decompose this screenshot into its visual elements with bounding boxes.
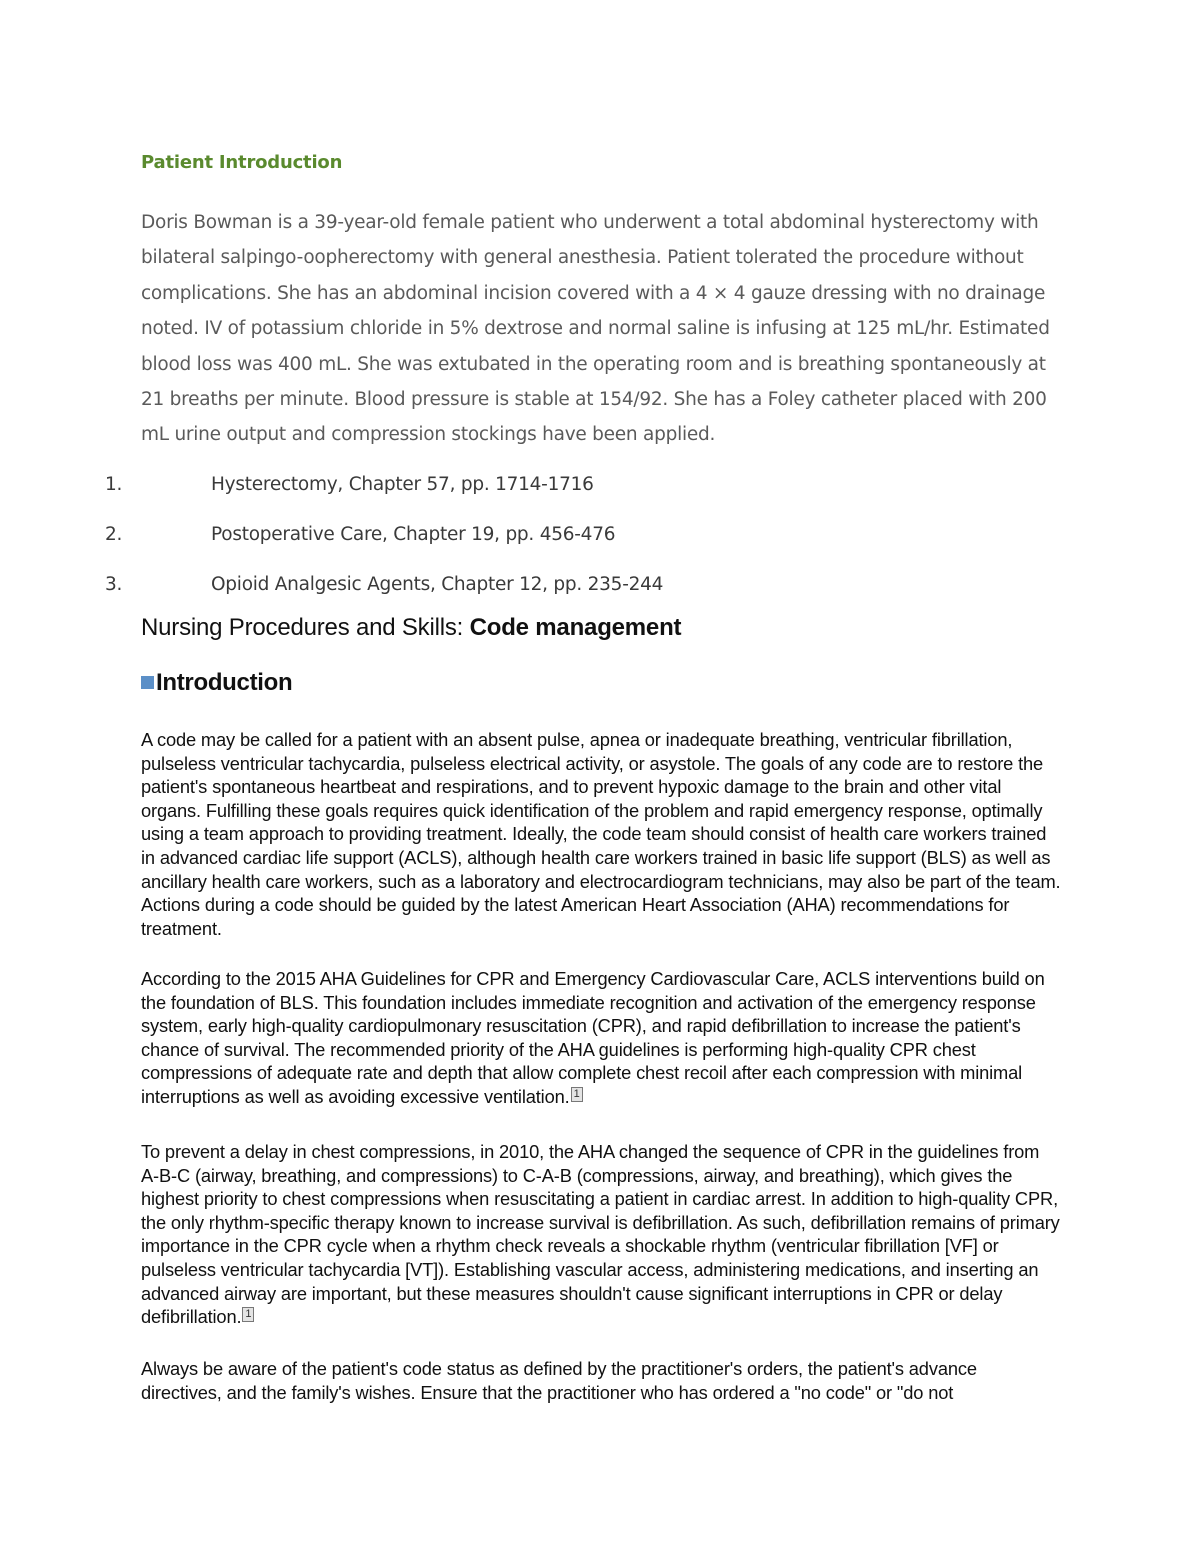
reference-number: 3. <box>105 574 123 595</box>
body-paragraph-text: Always be aware of the patient's code status as defined by the practitioner's orders, the patient's advance directives, and the family's wishes. Ensure that the practitioner who has ordered a "no code" or "do not <box>141 1358 977 1403</box>
footnote-link[interactable]: 1 <box>242 1307 254 1322</box>
reference-item <box>0 470 1200 520</box>
reference-item <box>0 570 1200 620</box>
procedures-title-topic: Code management <box>469 614 682 641</box>
introduction-heading-text: Introduction <box>156 669 293 696</box>
square-bullet-icon <box>141 676 154 689</box>
reference-text: Hysterectomy, Chapter 57, pp. 1714-1716 <box>211 474 594 495</box>
patient-introduction-heading: Patient Introduction <box>141 152 343 173</box>
body-paragraph-1 <box>141 728 1061 940</box>
reference-number: 1. <box>105 474 123 495</box>
reference-list <box>0 470 1200 620</box>
body-paragraph-text: To prevent a delay in chest compressions, in 2010, the AHA changed the sequence of CPR in the guidelines from A-B-C (airway, breathing, and compressions) to C-A-B (compressions, airway, and breathing), which gives the highest priority to chest compressions when resuscitating a patient in cardiac arrest. In addition to high-quality CPR, the only rhythm-specific therapy known to increase survival is defibrillation. As such, defibrillation remains of primary importance in the CPR cycle when a rhythm check reveals a shockable rhythm (ventricular fibrillation [VF] or pulseless ventricular tachycardia [VT]). Establishing vascular access, administering medications, and inserting an advanced airway are important, but these measures shouldn't cause significant interruptions in CPR or delay defibrillation. <box>141 1141 1060 1328</box>
body-paragraph-3 <box>141 1140 1061 1329</box>
reference-item <box>0 520 1200 570</box>
patient-introduction-paragraph: Doris Bowman is a 39-year-old female patient who underwent a total abdominal hysterectomy with bilateral salpingo-oopherectomy with general anesthesia. Patient tolerated the procedure without complications. She has an abdominal incision covered with a 4 × 4 gauze dressing with no drainage noted. IV of potassium chloride in 5% dextrose and normal saline is infusing at 125 mL/hr. Estimated blood loss was 400 mL. She was extubated in the operating room and is breathing spontaneously at 21 breaths per minute. Blood pressure is stable at 154/92. She has a Foley catheter placed with 200 mL urine output and compression stockings have been applied. <box>141 212 1050 446</box>
procedures-title-prefix: Nursing Procedures and Skills: <box>141 614 470 641</box>
reference-text: Postoperative Care, Chapter 19, pp. 456-476 <box>211 524 616 545</box>
introduction-heading <box>141 669 292 697</box>
body-paragraph-4 <box>141 1357 1061 1404</box>
body-paragraph-text: A code may be called for a patient with an absent pulse, apnea or inadequate breathing, ventricular fibrillation, pulseless ventricular tachycardia, pulseless electrical activity, or asystole. The goals of any code are to restore the patient's spontaneous heartbeat and respirations, and to prevent hypoxic damage to the brain and other vital organs. Fulfilling these goals requires quick identification of the problem and rapid emergency response, optimally using a team approach to providing treatment. Ideally, the code team should consist of health care workers trained in advanced cardiac life support (ACLS), although health care workers trained in basic life support (BLS) as well as ancillary health care workers, such as a laboratory and electrocardiogram technicians, may also be part of the team. Actions during a code should be guided by the latest American Heart Association (AHA) recommendations for treatment. <box>141 729 1061 939</box>
body-paragraph-text: According to the 2015 AHA Guidelines for CPR and Emergency Cardiovascular Care, ACLS interventions build on the foundation of BLS. This foundation includes immediate recognition and activation of the emergency response system, early high-quality cardiopulmonary resuscitation (CPR), and rapid defibrillation to increase the patient's chance of survival. The recommended priority of the AHA guidelines is performing high-quality CPR chest compressions of adequate rate and depth that allow complete chest recoil after each compression with minimal interruptions as well as avoiding excessive ventilation. <box>141 968 1045 1107</box>
procedures-title <box>141 614 681 642</box>
reference-number: 2. <box>105 524 123 545</box>
footnote-link[interactable]: 1 <box>571 1087 583 1102</box>
body-paragraph-2 <box>141 967 1061 1109</box>
reference-text: Opioid Analgesic Agents, Chapter 12, pp. 235-244 <box>211 574 664 595</box>
